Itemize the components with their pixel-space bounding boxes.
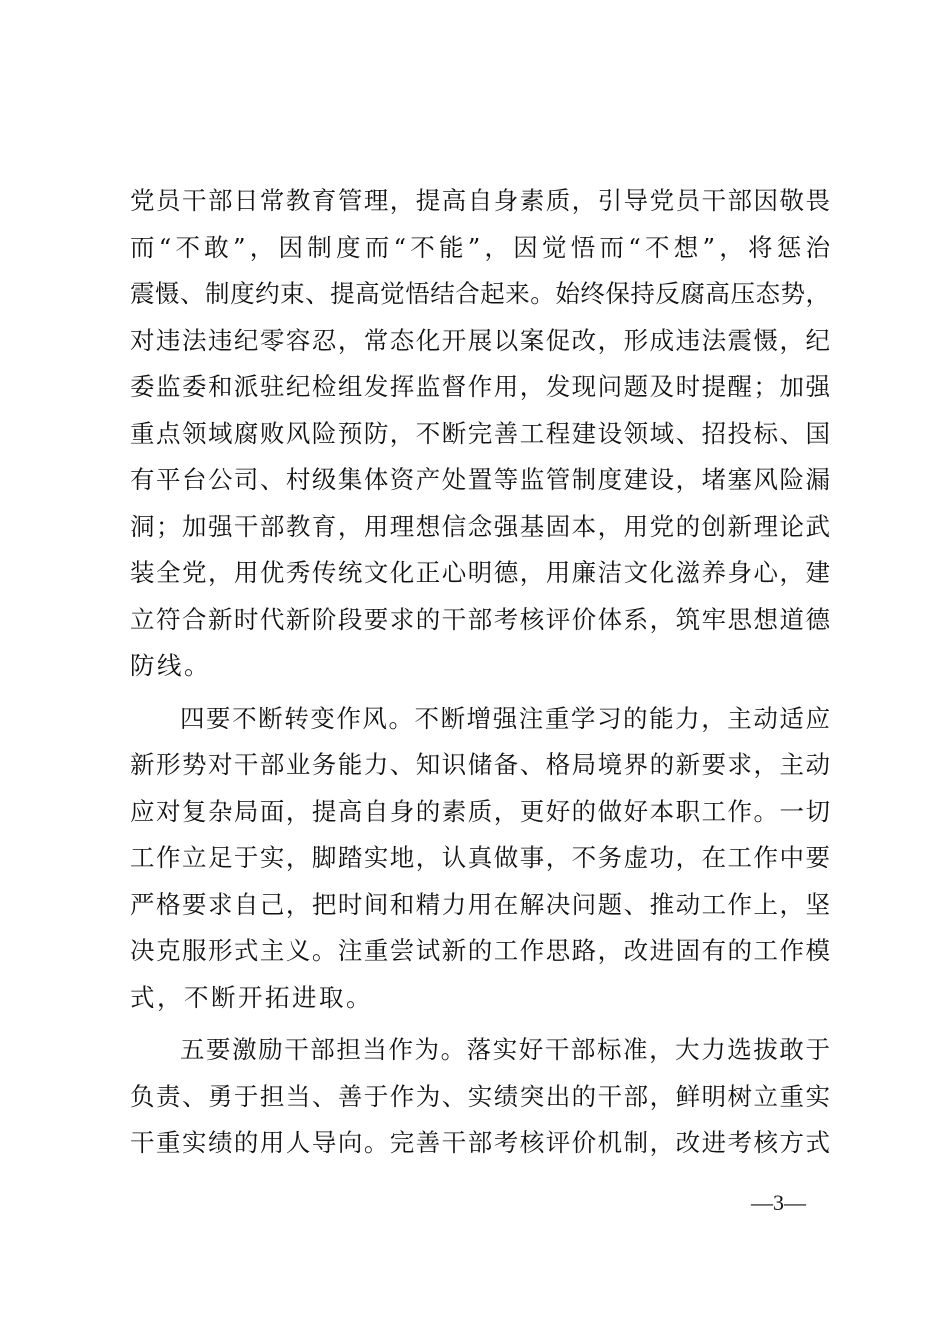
text-line: 防线。 bbox=[130, 651, 211, 680]
document-body bbox=[130, 178, 830, 1167]
text-line: 重点领域腐败风险预防，不断完善工程建设领域、招投标、国 bbox=[130, 418, 830, 448]
text-line: 新形势对干部业务能力、知识储备、格局境界的新要求，主动 bbox=[130, 750, 830, 779]
text-line: 应对复杂局面，提高自身的素质，更好的做好本职工作。一切 bbox=[130, 796, 830, 826]
paragraph-work-style bbox=[130, 696, 830, 1022]
text-line: 有平台公司、村级集体资产处置等监管制度建设，堵塞风险漏 bbox=[130, 465, 830, 494]
text-line: 四要不断转变作风。不断增强注重学习的能力，主动适应 bbox=[180, 703, 830, 733]
text-line: 式，不断开拓进取。 bbox=[130, 982, 373, 1012]
text-line: 决克服形式主义。注重尝试新的工作思路，改进固有的工作模 bbox=[130, 936, 830, 965]
text-line: 工作立足于实，脚踏实地，认真做事，不务虚功，在工作中要 bbox=[130, 843, 830, 872]
text-line: 干重实绩的用人导向。完善干部考核评价机制，改进考核方式 bbox=[130, 1128, 830, 1157]
text-line: 装全党，用优秀传统文化正心明德，用廉洁文化滋养身心，建 bbox=[130, 558, 830, 587]
text-line: 五要激励干部担当作为。落实好干部标准，大力选拔敢于 bbox=[180, 1035, 830, 1064]
text-line: 党员干部日常教育管理，提高自身素质，引导党员干部因敬畏 bbox=[130, 186, 830, 215]
text-line: 而“不敢”，因制度而“不能”，因觉悟而“不想”，将惩治 bbox=[130, 232, 830, 262]
text-line: 委监委和派驻纪检组发挥监督作用，发现问题及时提醒；加强 bbox=[130, 372, 830, 401]
text-line: 洞；加强干部教育，用理想信念强基固本，用党的创新理论武 bbox=[130, 511, 830, 541]
text-line: 负责、勇于担当、善于作为、实绩突出的干部，鲜明树立重实 bbox=[130, 1081, 830, 1111]
text-line: 对违法违纪零容忍，常态化开展以案促改，形成违法震慑，纪 bbox=[130, 325, 830, 355]
paragraph-discipline bbox=[130, 178, 830, 690]
text-line: 严格要求自己，把时间和精力用在解决问题、推动工作上，坚 bbox=[130, 889, 830, 919]
page-number: —3— bbox=[751, 1190, 806, 1215]
text-line: 震慑、制度约束、提高觉悟结合起来。始终保持反腐高压态势， bbox=[130, 279, 830, 308]
text-line: 立符合新时代新阶段要求的干部考核评价体系，筑牢思想道德 bbox=[130, 604, 830, 634]
paragraph-cadre-incentive bbox=[130, 1027, 830, 1167]
